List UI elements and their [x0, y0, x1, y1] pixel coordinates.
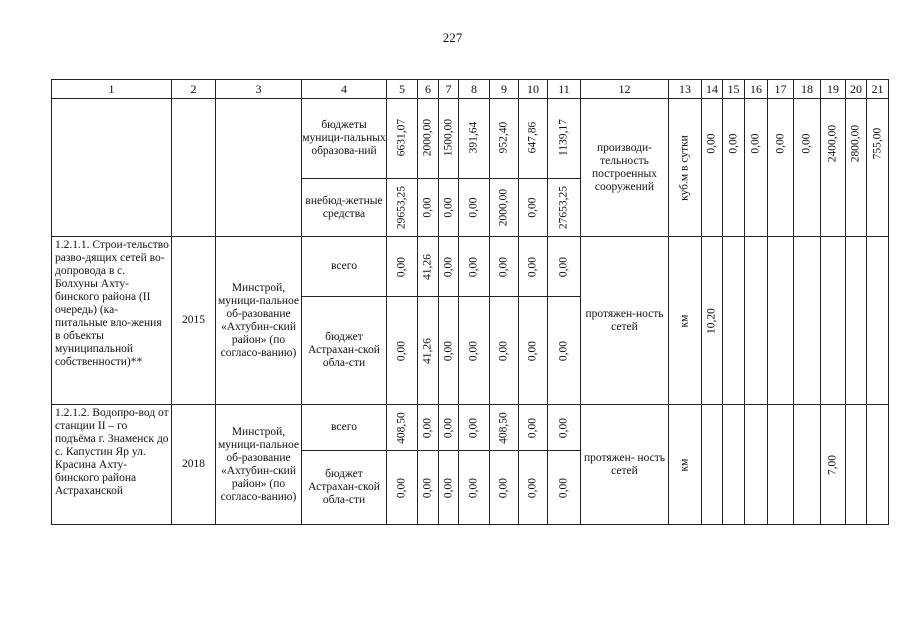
measure-name-cell: 1.2.1.2. Водопро-вод от станции II – го подъёма г. Знаменск до с. Капустин Яр ул. Красина Ахту-бинского района Астраханской — [52, 405, 172, 525]
value-cell: 0,00 — [557, 256, 570, 277]
funding-source-cell: бюджеты муници-пальных образова-ний — [302, 99, 387, 179]
empty-cell — [867, 237, 889, 405]
target-value-cell: 0,00 — [774, 133, 786, 154]
target-value-cell: 0,00 — [800, 133, 813, 154]
empty-cell — [745, 237, 768, 405]
value-cell: 408,50 — [497, 411, 510, 444]
program-table — [51, 79, 889, 525]
unit-cell: куб.м в сутки — [678, 134, 691, 201]
header-cell: 8 — [459, 80, 490, 99]
header-cell: 7 — [439, 80, 459, 99]
header-cell: 10 — [519, 80, 548, 99]
value-cell: 0,00 — [557, 477, 570, 498]
empty-cell — [723, 405, 745, 525]
value-cell: 0,00 — [526, 340, 539, 361]
value-cell: 29653,25 — [395, 185, 408, 230]
value-cell: 0,00 — [497, 477, 510, 498]
value-cell: 0,00 — [467, 340, 480, 361]
value-cell: 0,00 — [526, 197, 539, 218]
value-cell: 0,00 — [557, 417, 570, 438]
value-cell: 0,00 — [467, 256, 480, 277]
funding-source-cell: всего — [302, 237, 387, 297]
empty-cell — [723, 237, 745, 405]
value-cell: 0,00 — [442, 477, 454, 498]
page-number: 227 — [442, 30, 463, 45]
header-cell: 17 — [768, 80, 794, 99]
year-cell: 2018 — [172, 405, 216, 525]
header-cell: 21 — [867, 80, 889, 99]
header-row — [52, 80, 889, 99]
header-cell: 12 — [581, 80, 669, 99]
header-cell: 2 — [172, 80, 216, 99]
target-value-cell: 10,20 — [705, 307, 718, 334]
indicator-cell: производи-тельность построенных сооружений — [581, 99, 669, 237]
value-cell: 41,26 — [421, 253, 434, 280]
unit-cell: км — [678, 314, 691, 327]
header-cell: 3 — [216, 80, 302, 99]
year-cell: 2015 — [172, 237, 216, 405]
header-cell: 4 — [302, 80, 387, 99]
value-cell: 0,00 — [442, 417, 454, 438]
empty-cell — [794, 405, 821, 525]
indicator-cell: протяжен- ность сетей — [581, 405, 669, 525]
measure-name-cell: 1.2.1.1. Строи-тельство разво-дящих сетей во-допровода в с. Болхуны Ахту-бинского района (II очередь) (ка-питальные вло-жения в объекты муниципальной собственности)** — [52, 237, 172, 405]
executor-cell: Минстрой, муници-пальное об-разование «Ахтубин-ский район» (по согласо-ванию) — [216, 405, 302, 525]
value-cell: 0,00 — [467, 197, 480, 218]
value-cell: 0,00 — [395, 477, 408, 498]
value-cell: 0,00 — [395, 256, 408, 277]
value-cell: 391,64 — [467, 121, 480, 154]
table-row — [52, 237, 889, 297]
value-cell: 0,00 — [421, 477, 434, 498]
value-cell: 647,86 — [526, 121, 539, 154]
target-value-cell: 0,00 — [749, 133, 762, 154]
header-cell: 13 — [669, 80, 702, 99]
empty-cell — [846, 237, 867, 405]
empty-cell — [821, 237, 846, 405]
value-cell: 0,00 — [526, 256, 539, 277]
executor-cell — [216, 99, 302, 237]
target-value-cell: 2800,00 — [849, 124, 862, 163]
target-value-cell: 755,00 — [871, 127, 883, 160]
value-cell: 0,00 — [442, 340, 454, 361]
value-cell: 2000,00 — [497, 188, 510, 227]
target-value-cell: 7,00 — [826, 454, 839, 475]
value-cell: 0,00 — [497, 256, 510, 277]
value-cell: 0,00 — [526, 417, 539, 438]
year-cell — [172, 99, 216, 237]
indicator-cell: протяжен-ность сетей — [581, 237, 669, 405]
value-cell: 41,26 — [421, 337, 434, 364]
value-cell: 0,00 — [395, 340, 408, 361]
executor-cell: Минстрой, муници-пальное об-разование «Ахтубин-ский район» (по согласо-ванию) — [216, 237, 302, 405]
value-cell: 0,00 — [467, 477, 480, 498]
empty-cell — [745, 405, 768, 525]
funding-source-cell: всего — [302, 405, 387, 451]
value-cell: 0,00 — [467, 417, 480, 438]
header-cell: 6 — [418, 80, 439, 99]
value-cell: 0,00 — [442, 256, 454, 277]
header-cell: 16 — [745, 80, 768, 99]
target-value-cell: 0,00 — [727, 133, 739, 154]
header-cell: 1 — [52, 80, 172, 99]
unit-cell: км — [678, 458, 691, 471]
header-cell: 9 — [490, 80, 519, 99]
table-row — [52, 99, 889, 179]
table-row — [52, 405, 889, 451]
value-cell: 0,00 — [526, 477, 539, 498]
empty-cell — [702, 405, 723, 525]
header-cell: 15 — [723, 80, 745, 99]
header-cell: 5 — [387, 80, 418, 99]
empty-cell — [867, 405, 889, 525]
header-cell: 18 — [794, 80, 821, 99]
value-cell: 27653,25 — [557, 185, 570, 230]
funding-source-cell: бюджет Астрахан-ской обла-сти — [302, 297, 387, 405]
header-cell: 11 — [548, 80, 581, 99]
header-cell: 20 — [846, 80, 867, 99]
empty-cell — [768, 405, 794, 525]
value-cell: 2000,00 — [421, 118, 434, 157]
empty-cell — [846, 405, 867, 525]
value-cell: 1139,17 — [557, 119, 570, 156]
header-cell: 19 — [821, 80, 846, 99]
value-cell: 0,00 — [421, 417, 434, 438]
measure-name-cell — [52, 99, 172, 237]
value-cell: 408,50 — [395, 411, 408, 444]
empty-cell — [794, 237, 821, 405]
target-value-cell: 0,00 — [705, 133, 718, 154]
empty-cell — [768, 237, 794, 405]
value-cell: 1500,00 — [442, 118, 454, 157]
value-cell: 0,00 — [557, 340, 570, 361]
target-value-cell: 2400,00 — [826, 124, 839, 163]
header-cell: 14 — [702, 80, 723, 99]
value-cell: 0,00 — [497, 340, 510, 361]
funding-source-cell: внебюд-жетные средства — [302, 179, 387, 237]
value-cell: 6631,07 — [395, 118, 408, 157]
value-cell: 0,00 — [442, 197, 454, 218]
value-cell: 0,00 — [421, 197, 434, 218]
funding-source-cell: бюджет Астрахан-ской обла-сти — [302, 451, 387, 525]
value-cell: 952,40 — [497, 121, 510, 154]
